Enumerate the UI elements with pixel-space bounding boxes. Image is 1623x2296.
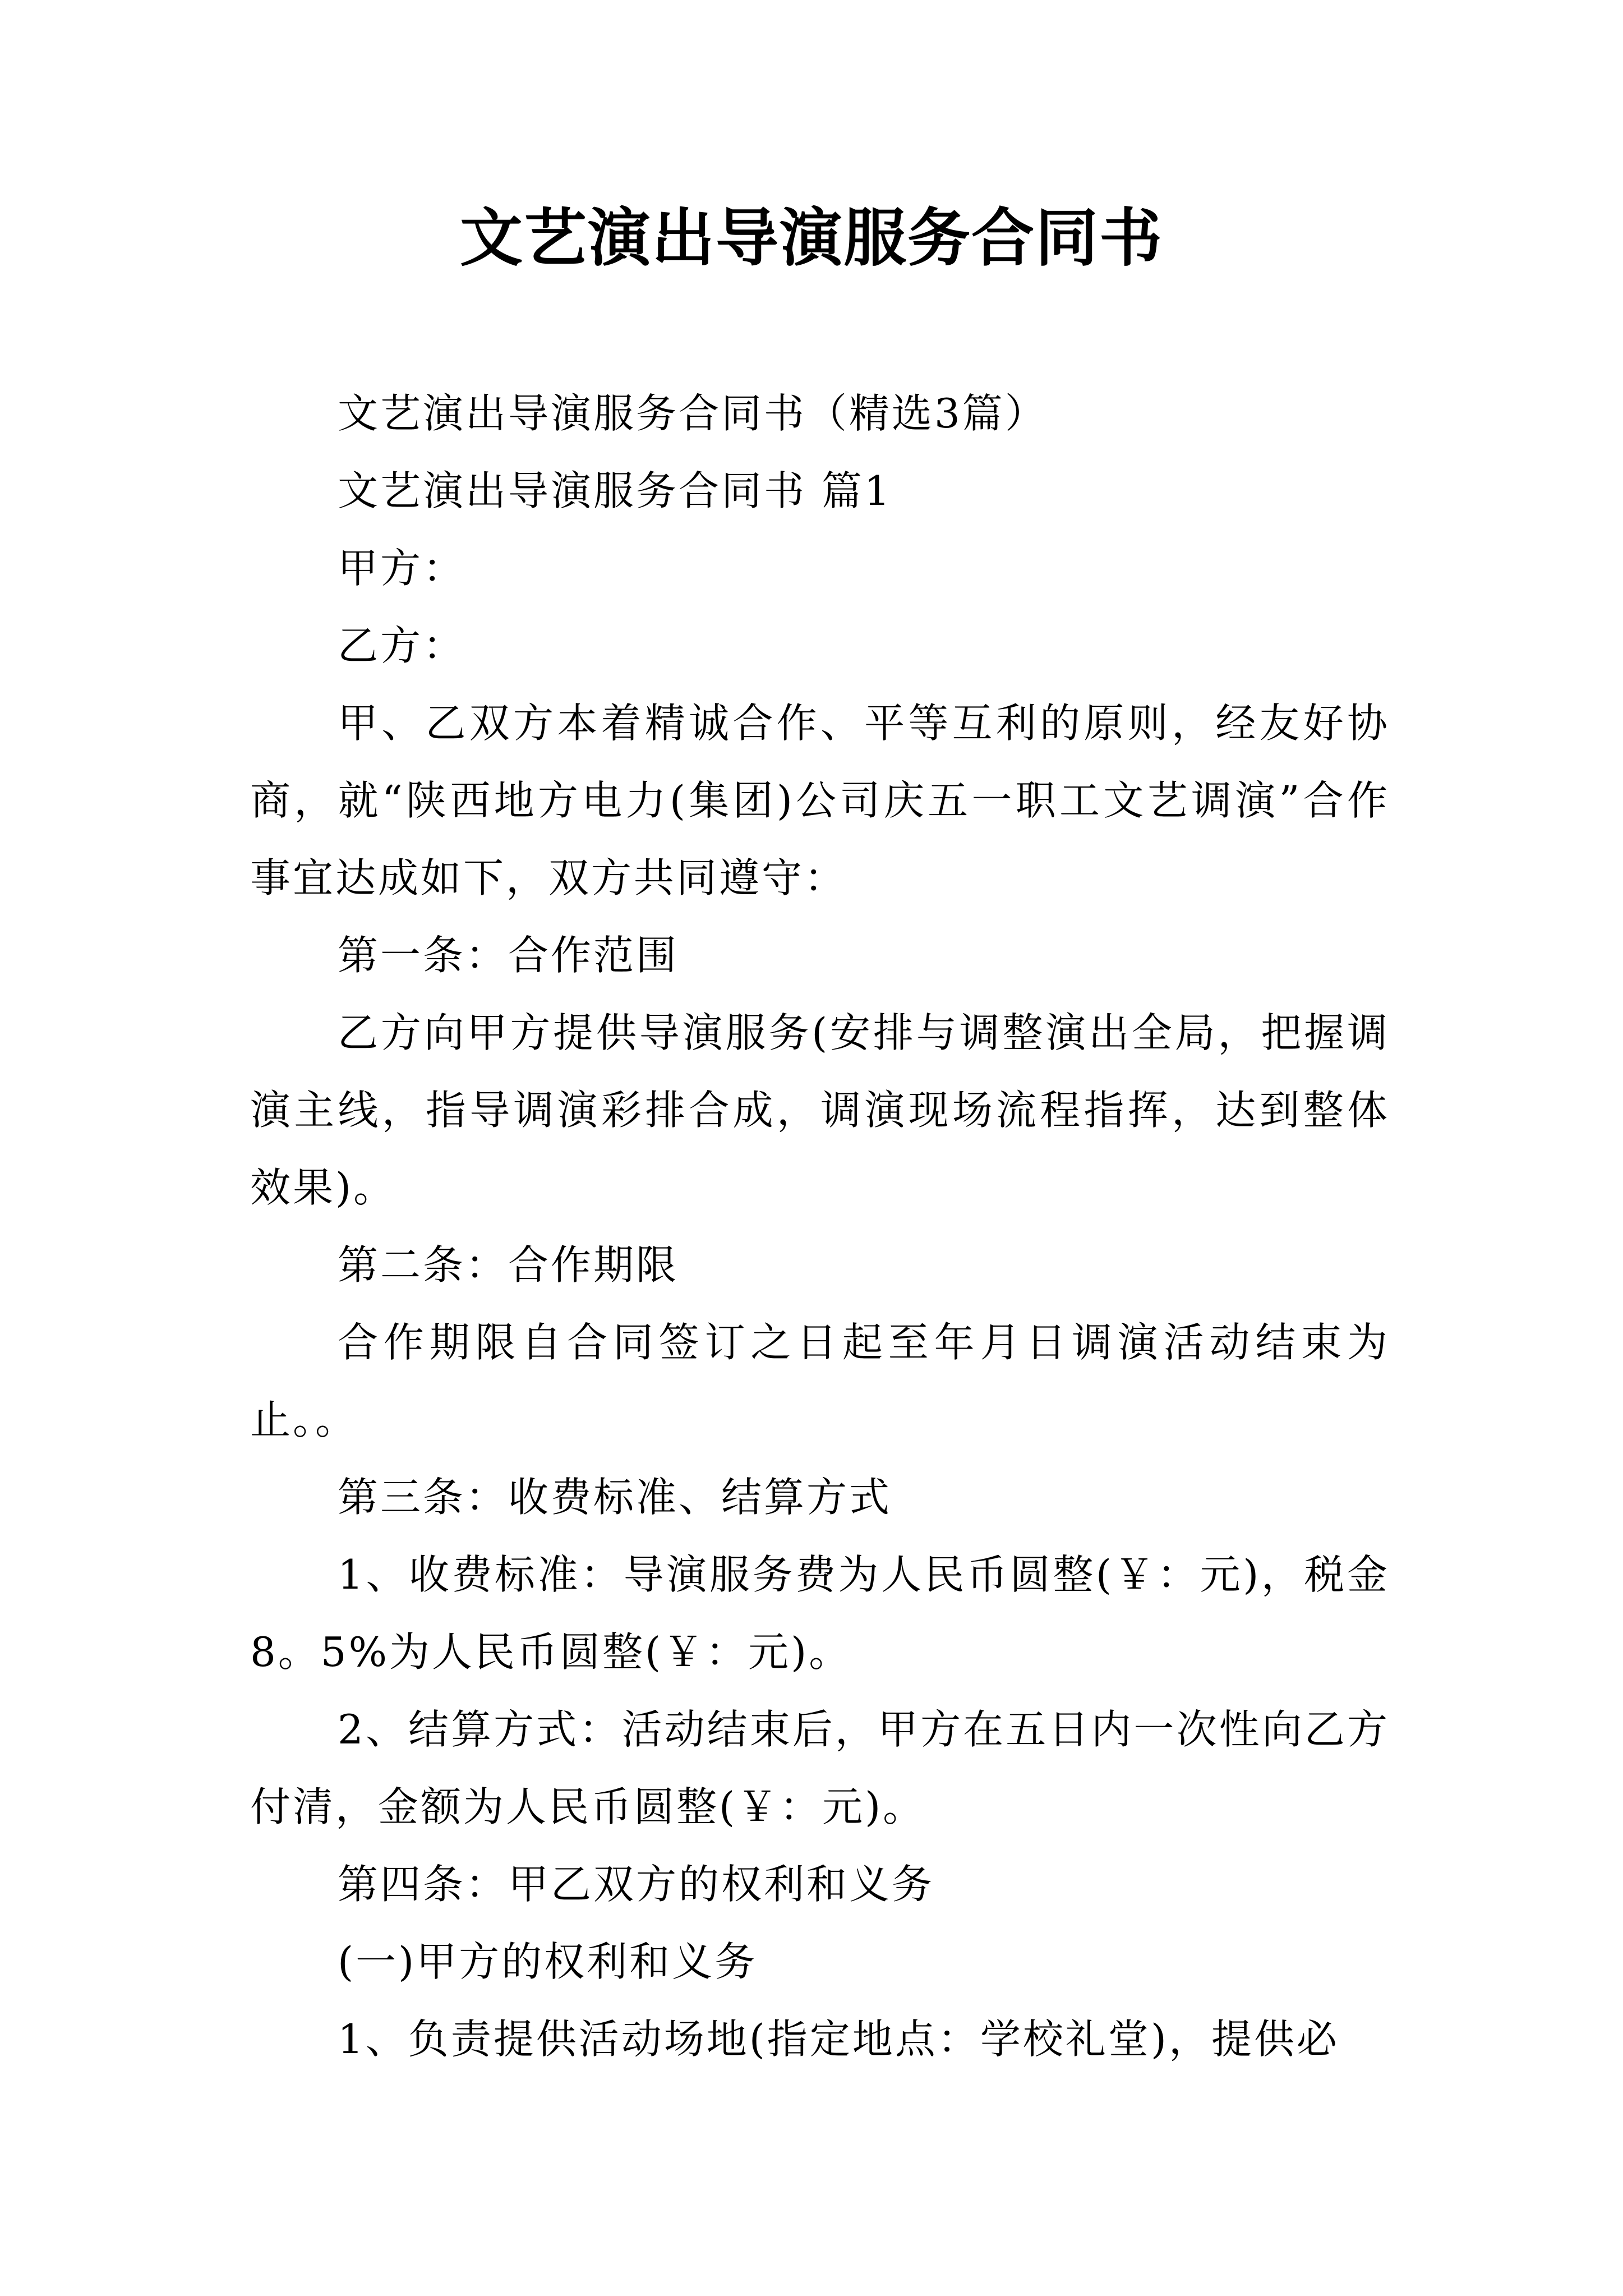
paragraph-article-1-body: 乙方向甲方提供导演服务(安排与调整演出全局，把握调演主线，指导调演彩排合成，调演现场流程指挥，达到整体效果)。 <box>250 1009 1390 1211</box>
paragraph-article-3-heading: 第三条：收费标准、结算方式 <box>338 1474 892 1521</box>
paragraph-subtitle: 文艺演出导演服务合同书（精选3篇） <box>338 390 1048 437</box>
paragraph-article-1-heading: 第一条：合作范围 <box>338 932 679 979</box>
paragraph-party-a: 甲方： <box>338 545 466 592</box>
document-title: 文艺演出导演服务合同书 <box>460 201 1163 275</box>
paragraph-party-a-rights-heading: (一)甲方的权利和义务 <box>338 1938 758 1985</box>
document-body <box>250 375 1390 2078</box>
paragraph-article-2-heading: 第二条：合作期限 <box>338 1241 679 1289</box>
paragraph-part-heading: 文艺演出导演服务合同书 篇1 <box>338 467 892 514</box>
paragraph-party-b: 乙方： <box>338 622 466 669</box>
paragraph-article-2-body: 合作期限自合同签订之日起至年月日调演活动结束为止。。 <box>250 1319 1390 1443</box>
paragraph-preamble: 甲、乙双方本着精诚合作、平等互利的原则，经友好协商，就“陕西地方电力(集团)公司庆五一职工文艺调演”合作事宜达成如下，双方共同遵守： <box>250 700 1390 901</box>
paragraph-settlement: 2、结算方式：活动结束后，甲方在五日内一次性向乙方付清，金额为人民币圆整(￥：元)。 <box>250 1706 1390 1830</box>
paragraph-party-a-duty-1: 1、负责提供活动场地(指定地点：学校礼堂)，提供必 <box>338 2016 1339 2063</box>
paragraph-fee-standard: 1、收费标准：导演服务费为人民币圆整(￥：元)，税金8。5%为人民币圆整(￥：元)。 <box>250 1551 1390 1676</box>
paragraph-article-4-heading: 第四条：甲乙双方的权利和义务 <box>338 1861 935 1908</box>
